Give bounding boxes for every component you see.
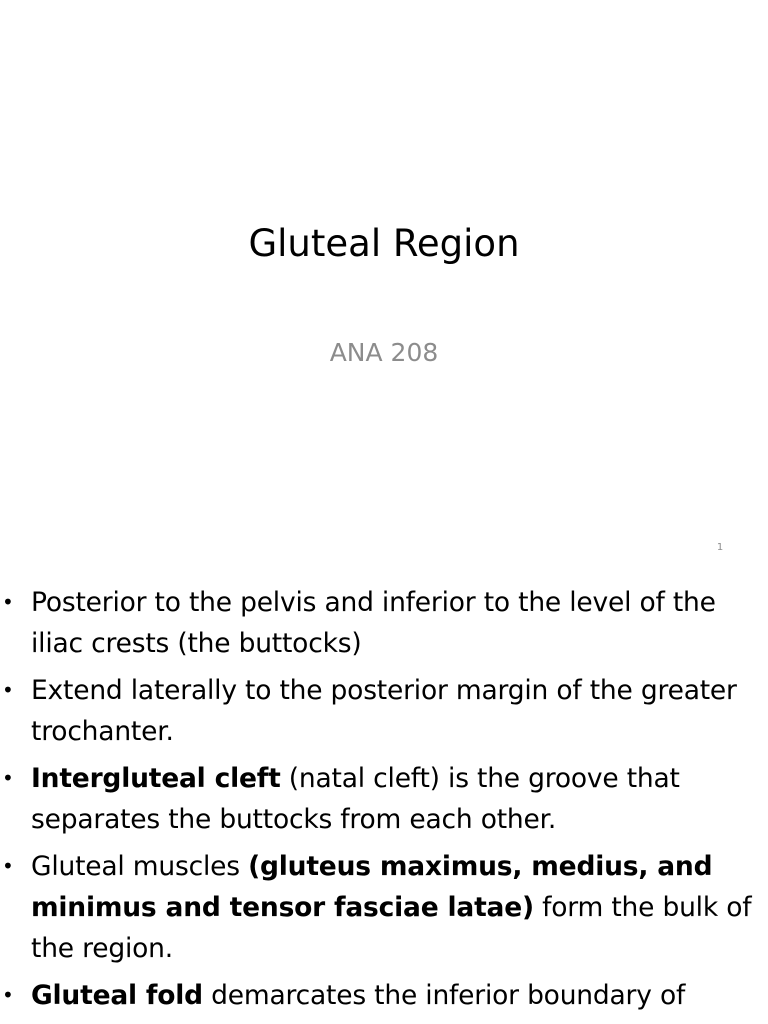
bullet-bold-text: (gluteus maximus, medius, and minimus and tensor fasciae latae) <box>31 851 713 923</box>
bullet-item <box>0 846 760 969</box>
bullet-item <box>0 975 760 1016</box>
bullet-plain-text: (natal cleft) is the groove that separates the buttocks from each other. <box>31 763 680 835</box>
bullet-dot-icon: • <box>2 983 14 1007</box>
bullet-bold-text: Gluteal fold <box>31 980 203 1011</box>
content-slide <box>0 576 768 1024</box>
bullet-text <box>31 675 737 747</box>
slide-subtitle: ANA 208 <box>329 338 439 367</box>
bullet-text <box>31 763 680 835</box>
bullet-plain-text: Extend laterally to the posterior margin of the greater trochanter. <box>31 675 737 747</box>
bullet-text <box>31 851 751 964</box>
bullet-plain-text: form the bulk of the region. <box>31 892 752 964</box>
bullet-dot-icon: • <box>2 854 14 878</box>
bullet-item <box>0 758 760 840</box>
bullet-bold-text: Intergluteal cleft <box>31 763 281 794</box>
bullet-plain-text: Gluteal muscles <box>31 851 249 882</box>
bullet-text <box>31 980 685 1011</box>
slide-number: 1 <box>716 542 724 553</box>
bullet-dot-icon: • <box>2 590 14 614</box>
bullet-plain-text: Posterior to the pelvis and inferior to the level of the iliac crests (the buttocks) <box>31 587 716 659</box>
bullet-plain-text: demarcates the inferior boundary of <box>202 980 686 1011</box>
bullet-dot-icon: • <box>2 678 14 702</box>
bullet-text <box>31 587 716 659</box>
bullet-item <box>0 582 760 664</box>
bullet-item <box>0 670 760 752</box>
bullet-list <box>0 582 760 1022</box>
slide-title: Gluteal Region <box>248 222 520 265</box>
bullet-dot-icon: • <box>2 766 14 790</box>
